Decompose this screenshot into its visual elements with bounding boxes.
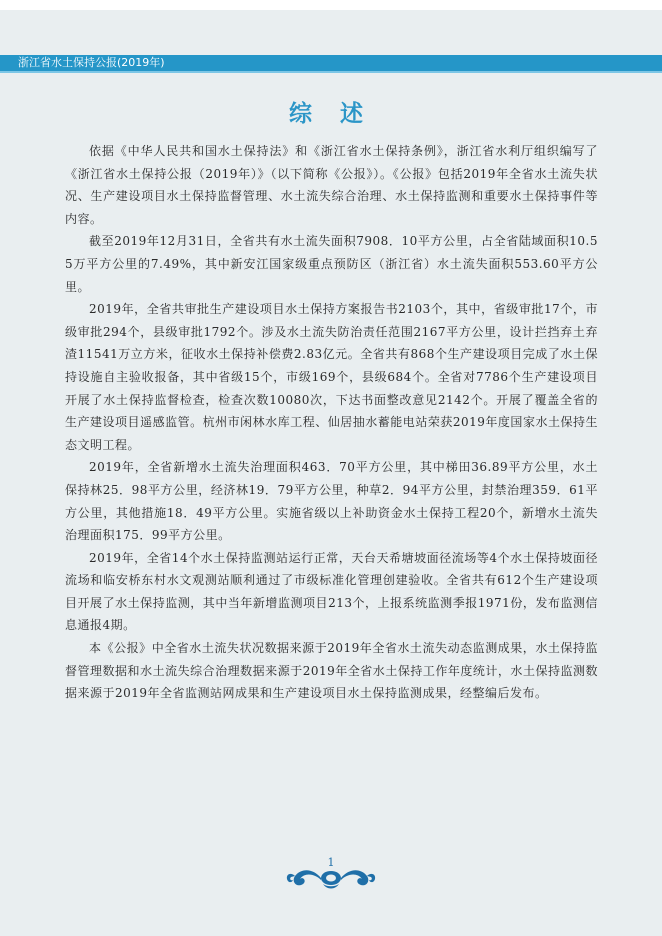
paragraph-data-sources: 本《公报》中全省水土流失状况数据来源于2019年全省水土流失动态监测成果，水土保持监督管理数据和水土流失综合治理数据来源于2019年全省水土保持工作年度统计，水土保持监测数据来源于2019年全省监测站网成果和生产建设项目水土保持监测成果，经整编后发布。	[65, 641, 598, 701]
paragraph-erosion-status: 截至2019年12月31日，全省共有水土流失面积7908．10平方公里，占全省陆域面积10.55万平方公里的7.49%，其中新安江国家级重点预防区（浙江省）水土流失面积553.60平方公里。	[65, 234, 598, 294]
running-header-title: 浙江省水土保持公报(2019年)	[18, 56, 165, 69]
page-title: 综 述	[288, 101, 373, 127]
paragraph-supervision: 2019年，全省共审批生产建设项目水土保持方案报告书2103个，其中，省级审批17个，市级审批294个，县级审批1792个。涉及水土流失防治责任范围2167平方公里，设计拦挡弃土弃渣11541万立方米，征收水土保持补偿费2.83亿元。全省共有868个生产建设项目完成了水土保持设施自主验收报备，其中省级15个，市级169个，县级684个。全省对7786个生产建设项目开展了水土保持监督检查，检查次数10080次，下达书面整改意见2142个。开展了覆盖全省的生产建设项目遥感监管。杭州市闲林水库工程、仙居抽水蓄能电站荣获2019年度国家水土保持生态文明工程。	[65, 302, 598, 452]
top-margin-band	[0, 0, 662, 10]
paragraph-monitoring: 2019年，全省14个水土保持监测站运行正常，天台天希塘坡面径流场等4个水土保持坡面径流场和临安桥东村水文观测站顺利通过了市级标准化管理创建验收。全省共有612个生产建设项目开展了水土保持监测，其中当年新增监测项目213个，上报系统监测季报1971份，发布监测信息通报4期。	[65, 550, 598, 633]
body-text	[65, 140, 598, 705]
page-number: 1	[327, 856, 335, 869]
paragraph-intro: 依据《中华人民共和国水土保持法》和《浙江省水土保持条例》，浙江省水利厅组织编写了《浙江省水土保持公报（2019年）》（以下简称《公报》）。《公报》包括2019年全省水土流失状况、生产建设项目水土保持监督管理、水土流失综合治理、水土保持监测和重要水土保持事件等内容。	[65, 144, 598, 226]
header-accent-line	[0, 71, 662, 73]
paragraph-governance: 2019年，全省新增水土流失治理面积463．70平方公里，其中梯田36.89平方公里，水土保持林25．98平方公里，经济林19．79平方公里，种草2．94平方公里，封禁治理359．61平方公里，其他措施18．49平方公里。实施省级以上补助资金水土保持工程20个，新增水土流失治理面积175．99平方公里。	[65, 460, 598, 543]
